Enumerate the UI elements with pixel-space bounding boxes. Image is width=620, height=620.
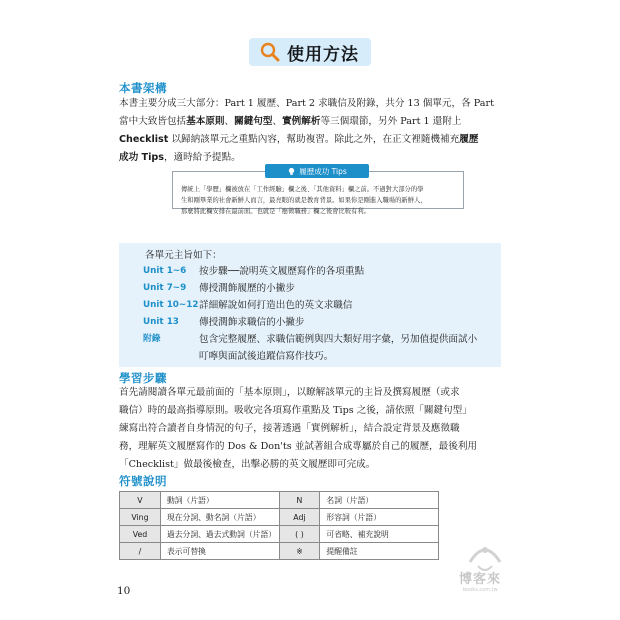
symbol-key: ※	[279, 543, 320, 560]
tips-tab-label: 履歷成功 Tips	[299, 166, 347, 176]
structure-paragraph	[119, 95, 502, 167]
symbol-key: Ving	[120, 509, 161, 526]
unit-desc: 按步驟──說明英文履歷寫作的各項重點	[199, 266, 365, 277]
unit-row	[143, 297, 493, 314]
symbol-key: V	[120, 492, 161, 509]
watermark-text: 博客來	[459, 572, 502, 587]
symbol-key: ( )	[279, 526, 320, 543]
unit-row	[143, 263, 493, 280]
symbol-meaning: 動詞（片語）	[160, 492, 279, 509]
tips-body	[181, 184, 457, 217]
tips-line-1: 傳統上「學歷」欄被放在「工作經驗」欄之後、「其他資料」欄之前。不過對大部分的學	[181, 186, 424, 193]
unit-label: Unit 13	[143, 317, 179, 327]
tips-line-2: 生和剛畢業的社會新鮮人而言，最亮眼的就是教育背景。如果你是剛進入職場的新鮮人，	[181, 197, 427, 204]
symbol-key: N	[279, 492, 320, 509]
unit-desc: 包含完整履歷、求職信範例與四大類好用字彙，另加值提供面試小	[199, 334, 478, 345]
steps-line-1: 首先請閱讀各單元最前面的「基本原則」，以瞭解該單元的主旨及撰寫履歷（或求	[119, 387, 460, 398]
watermark-url: books.com.tw	[463, 587, 498, 593]
symbol-meaning: 過去分詞、過去式動詞（片語）	[160, 526, 279, 543]
steps-line-5: 「Checklist」做最後檢查，出擊必勝的英文履歷即可完成。	[119, 459, 376, 470]
magnifier-icon	[259, 41, 281, 63]
symbol-key: Adj	[279, 509, 320, 526]
tips-tab	[265, 164, 369, 178]
unit-row	[143, 348, 493, 365]
unit-label: Unit 1~6	[143, 266, 187, 276]
unit-label: Unit 10~12	[143, 300, 199, 310]
tips-box	[172, 166, 464, 215]
symbols-table	[119, 491, 439, 560]
symbol-key: Ved	[120, 526, 161, 543]
unit-desc: 叮嚀與面試後追蹤信寫作技巧。	[199, 351, 334, 362]
page-title: 使用方法	[287, 44, 359, 65]
title-badge	[249, 38, 371, 66]
unit-label: 附錄	[143, 334, 161, 344]
unit-row	[143, 280, 493, 297]
unit-row	[143, 331, 493, 348]
unit-desc: 傳授潤飾履歷的小撇步	[199, 283, 295, 294]
tips-line-3: 那麼將此欄安排在最前面。也就是「應徵職務」欄之後會比較有利。	[181, 208, 370, 215]
symbol-meaning: 可省略、補充說明	[320, 526, 439, 543]
steps-heading: 學習步驟	[119, 371, 167, 385]
table-row	[120, 509, 439, 526]
structure-line-3: Checklist 以歸納該單元之重點內容，幫助複習。除此之外，在正文裡隨機補充履歷	[119, 134, 479, 145]
units-summary	[119, 243, 501, 367]
structure-line-1: 本書主要分成三大部分：Part 1 履歷、Part 2 求職信及附錄，共分 13 個單元，各 Part	[119, 98, 494, 109]
unit-desc: 詳細解說如何打造出色的英文求職信	[199, 300, 353, 311]
symbols-heading: 符號說明	[119, 474, 167, 488]
symbol-key: /	[120, 543, 161, 560]
unit-label	[143, 348, 199, 365]
steps-paragraph	[119, 384, 502, 474]
structure-heading: 本書架構	[119, 81, 167, 95]
steps-line-4: 務，理解英文履歷寫作的 Dos & Don'ts 並試著組合成專屬於自己的履歷，最後利用	[119, 441, 478, 452]
title-area	[0, 38, 620, 67]
steps-line-3: 練寫出符合讀者自身情況的句子，接著透過「實例解析」，結合設定背景及應徵職	[119, 423, 460, 434]
structure-line-2: 當中大致皆包括基本原則、關鍵句型、實例解析等三個環節，另外 Part 1 還附上	[119, 116, 462, 127]
unit-desc: 傳授潤飾求職信的小撇步	[199, 317, 305, 328]
table-row	[120, 543, 439, 560]
table-row	[120, 526, 439, 543]
structure-line-4: 成功 Tips，適時給予提點。	[119, 152, 241, 163]
lightbulb-icon	[287, 167, 296, 176]
steps-line-2: 職信）時的最高指導原則。吸收完各項寫作重點及 Tips 之後，請依照「關鍵句型」	[119, 405, 472, 416]
unit-label: Unit 7~9	[143, 283, 187, 293]
unit-row	[143, 314, 493, 331]
symbol-meaning: 提醒備註	[320, 543, 439, 560]
table-row	[120, 492, 439, 509]
symbol-meaning: 名詞（片語）	[320, 492, 439, 509]
symbol-meaning: 表示可替換	[160, 543, 279, 560]
symbol-meaning: 形容詞（片語）	[320, 509, 439, 526]
symbol-meaning: 現在分詞、動名詞（片語）	[160, 509, 279, 526]
page-number: 10	[117, 585, 131, 597]
units-intro: 各單元主旨如下：	[145, 250, 222, 261]
